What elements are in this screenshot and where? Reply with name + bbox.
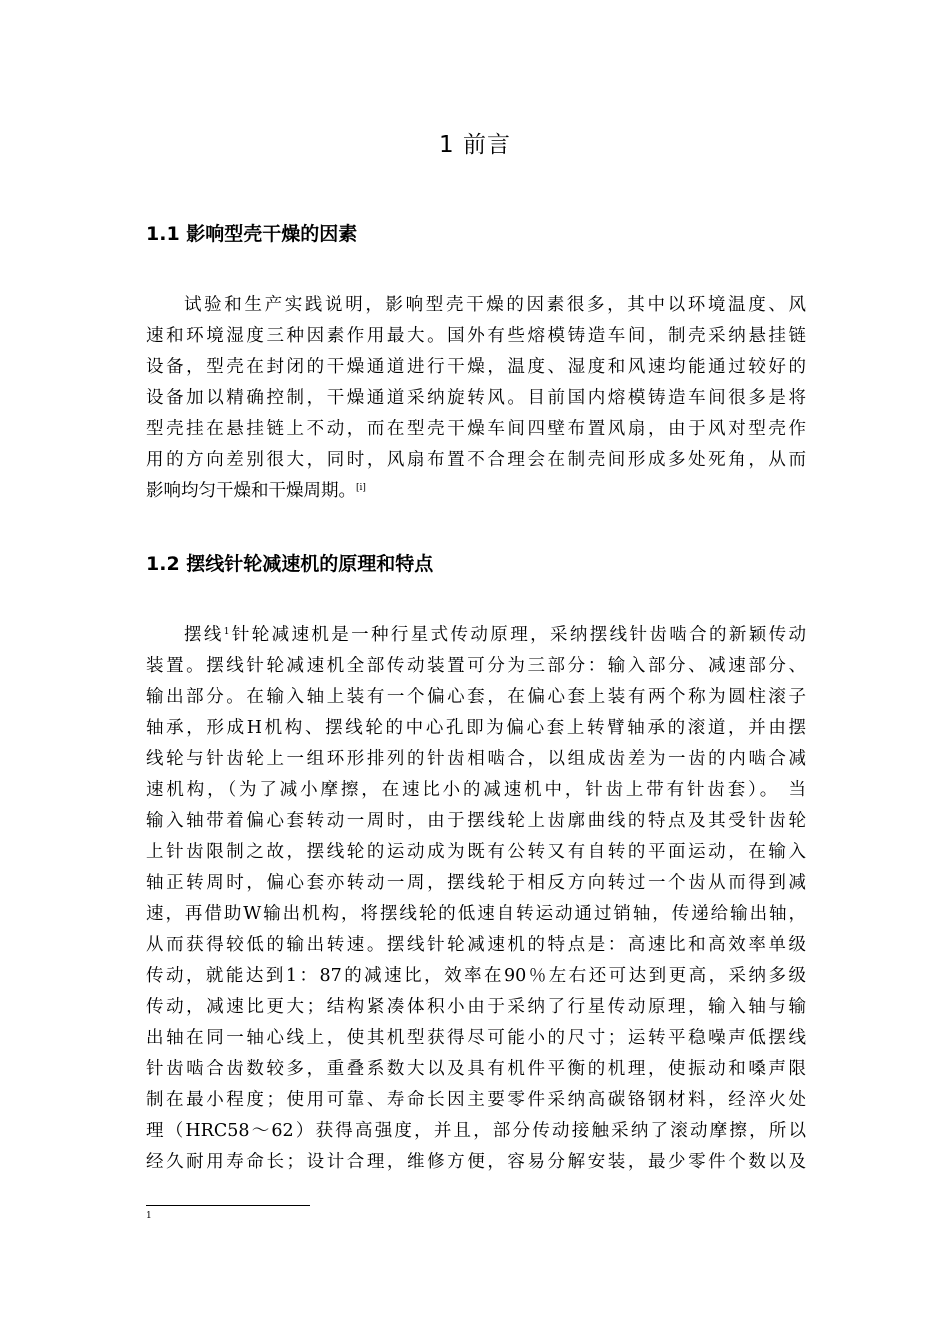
page-title: 1 前言 — [439, 132, 511, 158]
paragraph-line-text: 摆线 — [184, 625, 224, 645]
paragraph-line: 传动，就能达到1：87的减速比，效率在90％左右还可达到更高，采纳多级 — [146, 966, 806, 986]
paragraph-line: 轴承，形成H机构、摆线轮的中心孔即为偏心套上转臂轴承的滚道，并由摆 — [146, 718, 806, 738]
citation-mark: [i] — [356, 483, 366, 493]
paragraph-line: 针齿啮合齿数较多，重叠系数大以及具有机件平衡的机理，使振动和嗓声限 — [146, 1059, 806, 1079]
footnote-ref: 1 — [223, 627, 230, 637]
paragraph-line: 试验和生产实践说明，影响型壳干燥的因素很多，其中以环境温度、风 — [184, 295, 806, 315]
paragraph-line: 设备加以精确控制，干燥通道采纳旋转风。目前国内熔模铸造车间很多是将 — [146, 388, 806, 408]
paragraph-line: 线轮与针齿轮上一组环形排列的针齿相啮合，以组成齿差为一齿的内啮合减 — [146, 749, 806, 769]
paragraph-line: 制在最小程度；使用可靠、寿命长因主要零件采纳高碳铬钢材料，经淬火处 — [146, 1090, 806, 1110]
paragraph-line — [146, 477, 806, 505]
paragraph-line-text: 影响均匀干燥和干燥周期。 — [146, 481, 356, 501]
paragraph-line: 速，再借助W输出机构，将摆线轮的低速自转运动通过销轴，传递给输出轴， — [146, 904, 806, 924]
paragraph-line: 速机构，（为了减小摩擦，在速比小的减速机中，针齿上带有针齿套）。 当 — [146, 780, 806, 800]
footnote-number: 1 — [146, 1211, 152, 1221]
paragraph-line: 从而获得较低的输出转速。摆线针轮减速机的特点是：高速比和高效率单级 — [146, 935, 806, 955]
section-heading-1-1: 1.1 影响型壳干燥的因素 — [146, 223, 358, 245]
paragraph-line: 理（HRC58～62）获得高强度，并且，部分传动接触采纳了滚动摩擦，所以 — [146, 1121, 806, 1141]
section-heading-1-2: 1.2 摆线针轮减速机的原理和特点 — [146, 553, 434, 575]
paragraph-line: 轴正转周时，偏心套亦转动一周，摆线轮于相反方向转过一个齿从而得到减 — [146, 873, 806, 893]
paragraph-line: 输入轴带着偏心套转动一周时，由于摆线轮上齿廓曲线的特点及其受针齿轮 — [146, 811, 806, 831]
paragraph-line: 经久耐用寿命长；设计合理，维修方便，容易分解安装，最少零件个数以及 — [146, 1152, 806, 1172]
paragraph-line-text: 针轮减速机是一种行星式传动原理，采纳摆线针齿啮合的新颖传动 — [229, 625, 807, 645]
paragraph-line: 速和环境湿度三种因素作用最大。国外有些熔模铸造车间，制壳采纳悬挂链 — [146, 326, 806, 346]
paragraph-line — [184, 621, 806, 649]
paragraph-line: 出轴在同一轴心线上，使其机型获得尽可能小的尺寸；运转平稳噪声低摆线 — [146, 1028, 806, 1048]
paragraph-line: 上针齿限制之故，摆线轮的运动成为既有公转又有自转的平面运动，在输入 — [146, 842, 806, 862]
paragraph-line: 用的方向差别很大，同时，风扇布置不合理会在制壳间形成多处死角，从而 — [146, 450, 806, 470]
paragraph-line: 装置。摆线针轮减速机全部传动装置可分为三部分：输入部分、减速部分、 — [146, 656, 806, 676]
paragraph-line: 传动，减速比更大；结构紧凑体积小由于采纳了行星传动原理，输入轴与输 — [146, 997, 806, 1017]
footnote-divider — [146, 1205, 310, 1206]
paragraph-line: 设备，型壳在封闭的干燥通道进行干燥，温度、湿度和风速均能通过较好的 — [146, 357, 806, 377]
paragraph-line: 型壳挂在悬挂链上不动，而在型壳干燥车间四壁布置风扇，由于风对型壳作 — [146, 419, 806, 439]
paragraph-line: 输出部分。在输入轴上装有一个偏心套，在偏心套上装有两个称为圆柱滚子 — [146, 687, 806, 707]
